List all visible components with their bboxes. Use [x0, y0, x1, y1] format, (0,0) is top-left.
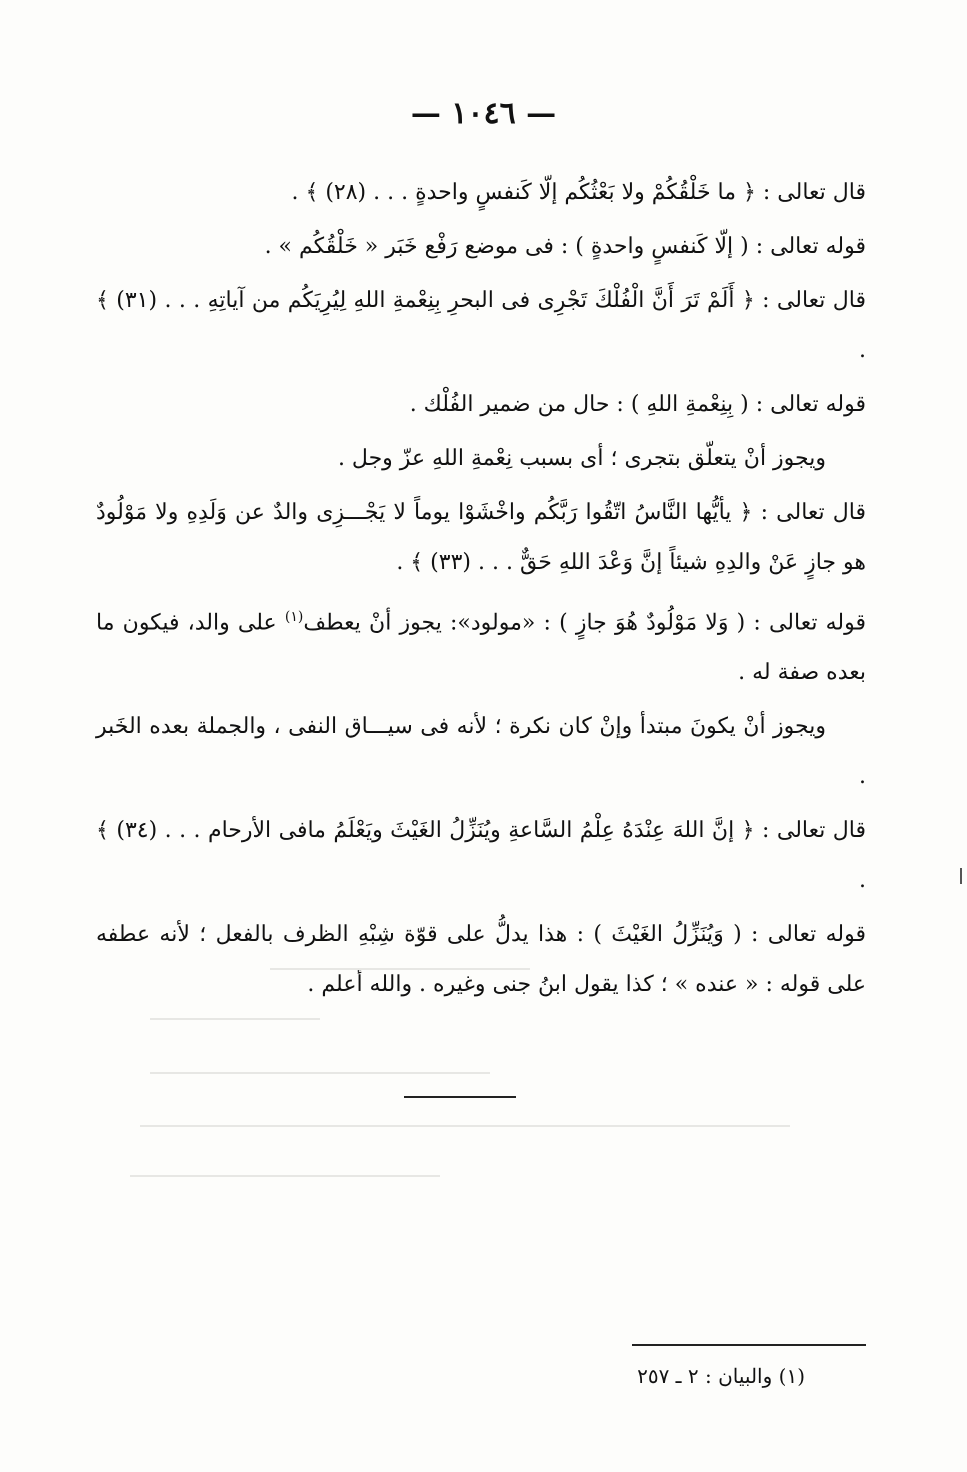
paragraph-commentary-28: قوله تعالى : ( إلّا كَنفسٍ واحدةٍ ) : فى موضع رَفْع خَبَر « خَلْقُكُم » .	[264, 234, 866, 259]
bleed-through-line	[270, 968, 530, 970]
footnote-reference-mark[interactable]: (١)	[284, 609, 304, 625]
bleed-through-line	[140, 1125, 790, 1127]
footnote: (١) والبيان : ٢ ـ ٢٥٧	[637, 1364, 805, 1388]
paragraph-commentary-34: قوله تعالى : ( وَيُنَزِّلُ الغَيْثَ ) : هذا يدلُّ على قوّة شِبْهِ الظرف بالفعل ؛ لأنه عطفه على قوله : « عنده » ؛ كذا يقول ابنُ جنى وغيره . والله أعلم .	[96, 922, 866, 998]
footnote-separator	[632, 1344, 866, 1346]
paragraph-commentary-31-alt: ويجوز أنْ يتعلّق بتجرى ؛ أى بسبب نِعْمةِ اللهِ عزّ وجل .	[337, 446, 826, 471]
bleed-through-line	[150, 1018, 320, 1020]
page-number: — ١٠٤٦ —	[410, 96, 557, 131]
paragraph-commentary-33	[96, 592, 866, 698]
bleed-through-line	[150, 1072, 490, 1074]
paragraph-verse-28: قال تعالى : ﴿ ما خَلْقُكُمْ ولا بَعْثُكُم إلّا كَنفسٍ واحدةٍ . . . (٢٨) ﴾ .	[291, 180, 866, 205]
margin-mark	[960, 868, 962, 884]
paragraph-verse-33: قال تعالى : ﴿ يأيُّها النَّاسُ اتّقُوا رَبَّكُم واخْشَوْا يوماً لا يَجْـــزِى والدٌ عن وَلَدِهِ ولا مَوْلُودٌ هو جازٍ عَنْ والدِهِ شيئاً إنَّ وَعْدَ اللهِ حَقٌّ . . . (٣٣) ﴾ .	[96, 500, 866, 575]
section-divider	[404, 1096, 516, 1098]
paragraph-commentary-33-text: قوله تعالى : ( وَلا مَوْلُودٌ هُوَ جازٍ ) : «مولود»: يجوز أنْ يعطف	[303, 610, 867, 636]
paragraph-verse-31: قال تعالى : ﴿ أَلَمْ تَرَ أَنَّ الْفُلْكَ تَجْرِى فى البحرِ بِنِعْمةِ اللهِ لِيُرِيَكُم من آياتِهِ . . . (٣١) ﴾ .	[96, 288, 866, 363]
paragraph-commentary-31: قوله تعالى : ( بِنِعْمةِ اللهِ ) : حال من ضمير الفُلْك .	[409, 392, 866, 417]
bleed-through-area	[130, 960, 830, 1220]
paragraph-commentary-33-alt: ويجوز أنْ يكونَ مبتدأ وإنْ كان نكرة ؛ لأنه فى سيـــاق النفى ، والجملة بعده الخَبر .	[96, 714, 866, 790]
bleed-through-line	[130, 1175, 440, 1177]
paragraph-verse-34: قال تعالى : ﴿ إنَّ اللهَ عِنْدَهُ عِلْمُ السَّاعةِ ويُنَزِّلُ الغَيْثَ ويَعْلَمُ مافى الأرحام . . . (٣٤) ﴾ .	[96, 818, 866, 894]
body-text	[96, 168, 866, 1014]
paragraph-commentary-33-text-after: على والد، فيكون ما بعده صفة له .	[96, 610, 866, 686]
